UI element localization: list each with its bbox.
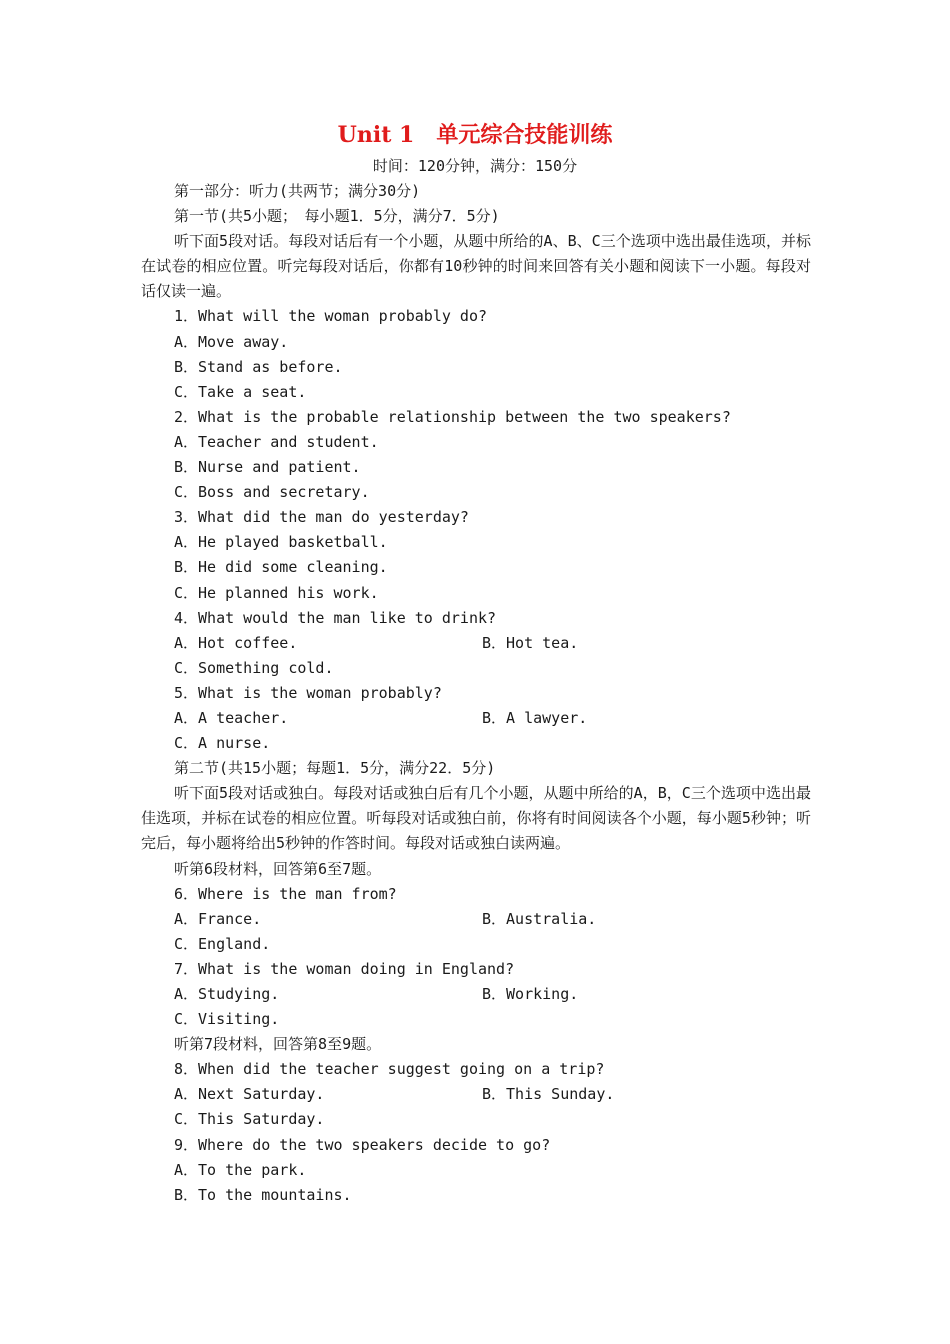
part-heading: 第一部分：听力(共两节；满分30分) <box>174 182 421 200</box>
option-a: A．Studying. <box>174 985 280 1003</box>
document-body <box>141 179 811 1208</box>
option-a: A．He played basketball. <box>174 533 388 552</box>
document-title: Unit 1 单元综合技能训练 <box>337 122 613 148</box>
section-heading: 第一节(共5小题； 每小题1．5分，满分7．5分) <box>174 207 500 226</box>
option-b: B．Nurse and patient. <box>174 458 361 477</box>
section-instructions: 听下面5段对话。每段对话后有一个小题，从题中所给的A、B、C三个选项中选出最佳选项，并标在试卷的相应位置。听完每段对话后，你都有10秒钟的时间来回答有关小题和阅读下一小题。每段对话仅读一遍。 <box>141 232 811 301</box>
option-c: C．A nurse. <box>174 734 271 753</box>
material-heading: 听第6段材料，回答第6至7题。 <box>174 859 382 878</box>
option-b: B．This Sunday. <box>482 1085 615 1104</box>
option-b: B．A lawyer. <box>482 708 588 727</box>
option-row <box>141 982 811 1007</box>
material-heading: 听第7段材料，回答第8至9题。 <box>174 1035 382 1054</box>
option-c: C．Boss and secretary. <box>174 483 370 502</box>
option-c: C．This Saturday. <box>174 1110 325 1129</box>
option-b: B．To the mountains. <box>174 1185 352 1204</box>
option-row <box>141 1082 811 1107</box>
option-a: A．Hot coffee. <box>174 633 298 652</box>
option-b: B．He did some cleaning. <box>174 558 388 577</box>
option-c: C．Take a seat. <box>174 382 307 401</box>
question-text: 2．What is the probable relationship between the two speakers? <box>174 407 731 426</box>
option-row <box>141 706 811 731</box>
section-instructions: 听下面5段对话或独白。每段对话或独白后有几个小题，从题中所给的A，B，C三个选项中选出最佳选项，并标在试卷的相应位置。听每段对话或独白前，你将有时间阅读各个小题，每小题5秒钟；听完后，每小题将给出5秒钟的作答时间。每段对话或独白读两遍。 <box>141 784 811 853</box>
option-b: B．Working. <box>482 985 579 1003</box>
option-a: A．Move away. <box>174 332 289 351</box>
question-text: 5．What is the woman probably? <box>174 683 442 702</box>
option-a: A．Teacher and student. <box>174 432 379 451</box>
option-a: A．Next Saturday. <box>174 1085 325 1104</box>
option-row <box>141 631 811 656</box>
option-a: A．France. <box>174 909 262 928</box>
question-text: 8．When did the teacher suggest going on a trip? <box>174 1060 605 1079</box>
option-b: B．Australia. <box>482 909 597 928</box>
option-c: C．Something cold. <box>174 658 334 677</box>
option-b: B．Hot tea. <box>482 633 579 652</box>
question-text: 3．What did the man do yesterday? <box>174 508 469 527</box>
option-row <box>141 907 811 932</box>
question-text: 9．Where do the two speakers decide to go? <box>174 1135 551 1154</box>
option-a: A．A teacher. <box>174 708 289 727</box>
question-text: 4．What would the man like to drink? <box>174 608 497 627</box>
option-c: C．He planned his work. <box>174 583 379 602</box>
question-text: 7．What is the woman doing in England? <box>174 959 515 978</box>
option-c: C．England. <box>174 934 271 953</box>
option-c: C．Visiting. <box>174 1010 280 1029</box>
section-heading: 第二节(共15小题；每题1．5分，满分22．5分) <box>174 759 496 778</box>
question-text: 6．Where is the man from? <box>174 884 397 903</box>
exam-time-score: 时间：120分钟，满分：150分 <box>372 157 578 175</box>
option-a: A．To the park. <box>174 1160 307 1179</box>
option-b: B．Stand as before. <box>174 357 343 376</box>
question-text: 1．What will the woman probably do? <box>174 307 488 326</box>
